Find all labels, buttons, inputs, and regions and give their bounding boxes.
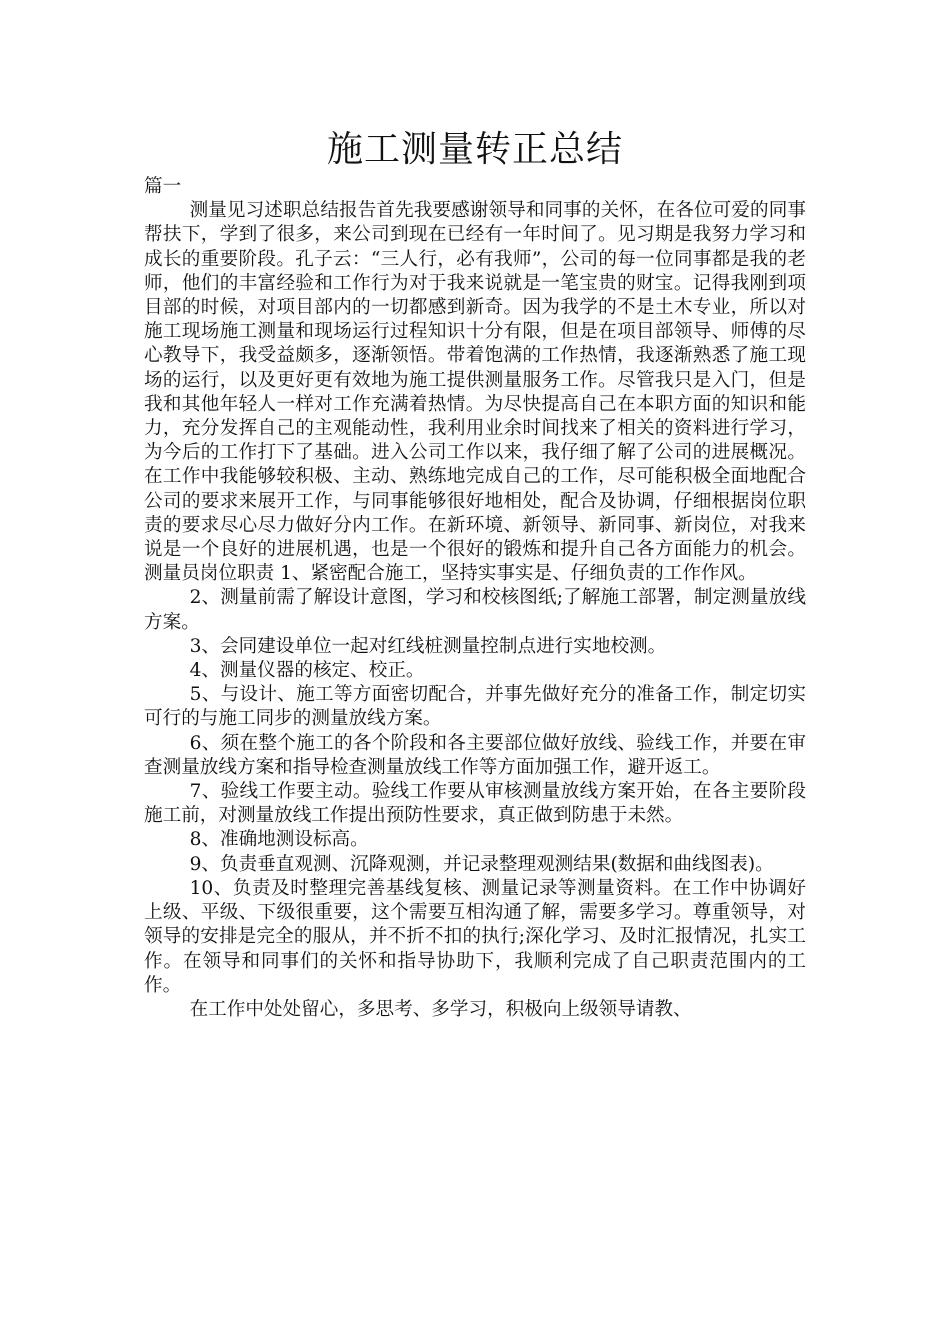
paragraph-duty-5: 5、与设计、施工等方面密切配合，并事先做好充分的准备工作，制定切实可行的与施工同步的测量放线方案。	[144, 684, 806, 730]
paragraph-duty-6: 6、须在整个施工的各个阶段和各主要部位做好放线、验线工作，并要在审查测量放线方案和指导检查测量放线工作等方面加强工作，避开返工。	[144, 732, 806, 778]
paragraph-duty-3: 3、会同建设单位一起对红线桩测量控制点进行实地校测。	[189, 635, 667, 657]
paragraph-duty-9: 9、负责垂直观测、沉降观测，并记录整理观测结果(数据和曲线图表)。	[189, 853, 774, 875]
document-body	[144, 175, 806, 1022]
paragraph-closing: 在工作中处处留心，多思考、多学习，积极向上级领导请教、	[189, 998, 692, 1020]
paragraph-duty-2: 2、测量前需了解设计意图，学习和校核图纸;了解施工部署，制定测量放线方案。	[144, 587, 806, 633]
paragraph-duty-4: 4、测量仪器的核定、校正。	[189, 660, 425, 682]
paragraph-duty-7: 7、验线工作要主动。验线工作要从审核测量放线方案开始，在各主要阶段施工前，对测量放线工作提出预防性要求，真正做到防患于未然。	[144, 781, 806, 827]
paragraph-duty-10: 10、负责及时整理完善基线复核、测量记录等测量资料。在工作中协调好上级、平级、下级很重要，这个需要互相沟通了解，需要多学习。尊重领导，对领导的安排是完全的服从，并不折不扣的执行;深化学习、及时汇报情况，扎实工作。在领导和同事们的关怀和指导协助下，我顺利完成了自己职责范围内的工作。	[144, 877, 806, 996]
document-title: 施工测量转正总结	[326, 129, 623, 170]
paragraph-intro: 测量见习述职总结报告首先我要感谢领导和同事的关怀，在各位可爱的同事帮扶下，学到了很多，来公司到现在已经有一年时间了。见习期是我努力学习和成长的重要阶段。孔子云：“三人行，必有我师”，公司的每一位同事都是我的老师，他们的丰富经验和工作行为对于我来说就是一笔宝贵的财宝。记得我刚到项目部的时候，对项目部内的一切都感到新奇。因为我学的不是土木专业，所以对施工现场施工测量和现场运行过程知识十分有限，但是在项目部领导、师傅的尽心教导下，我受益颇多，逐渐领悟。带着饱满的工作热情，我逐渐熟悉了施工现场的运行，以及更好更有效地为施工提供测量服务工作。尽管我只是入门，但是我和其他年轻人一样对工作充满着热情。为尽快提高自己在本职方面的知识和能力，充分发挥自己的主观能动性，我利用业余时间找来了相关的资料进行学习，为今后的工作打下了基础。进入公司工作以来，我仔细了解了公司的进展概况。在工作中我能够较积极、主动、熟练地完成自己的工作，尽可能积极全面地配合公司的要求来展开工作，与同事能够很好地相处，配合及协调，仔细根据岗位职责的要求尽心尽力做好分内工作。在新环境、新领导、新同事、新岗位，对我来说是一个良好的进展机遇，也是一个很好的锻炼和提升自己各方面能力的机会。测量员岗位职责 1、紧密配合施工，坚持实事实是、仔细负责的工作作风。	[144, 200, 806, 585]
paragraph-duty-8: 8、准确地测设标高。	[189, 829, 369, 851]
section-heading: 篇一	[144, 176, 182, 197]
